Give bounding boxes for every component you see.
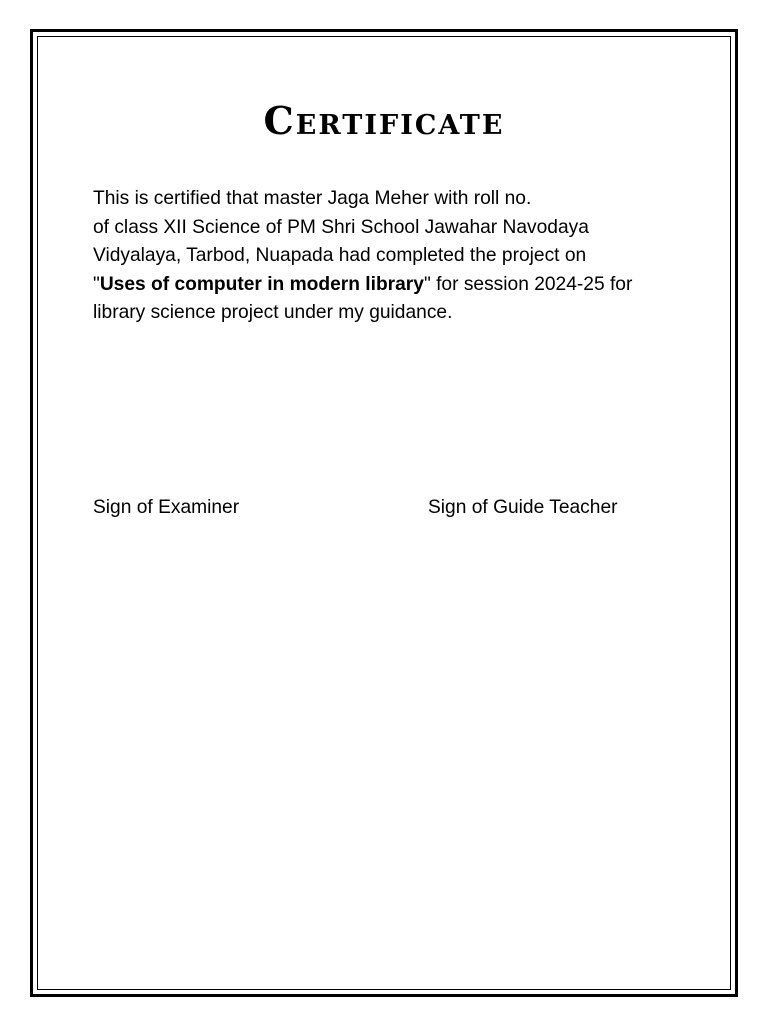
sign-of-guide-teacher: Sign of Guide Teacher (428, 497, 618, 518)
body-line-4 (93, 271, 703, 300)
sign-of-examiner: Sign of Examiner (93, 497, 240, 518)
open-quote: " (93, 273, 100, 295)
body-line-2: of class XII Science of PM Shri School Jawahar Navodaya (93, 216, 589, 238)
body-line-1: This is certified that master Jaga Meher with roll no. (93, 188, 532, 209)
session-text: " for session 2024-25 for (423, 273, 633, 295)
certificate-title: Certificate (263, 98, 505, 143)
body-line-3: Vidyalaya, Tarbod, Nuapada had completed the project on (93, 245, 587, 267)
project-title: Uses of computer in modern library (99, 273, 424, 295)
certificate-body (93, 185, 703, 328)
body-line-5: library science project under my guidance. (93, 302, 453, 324)
